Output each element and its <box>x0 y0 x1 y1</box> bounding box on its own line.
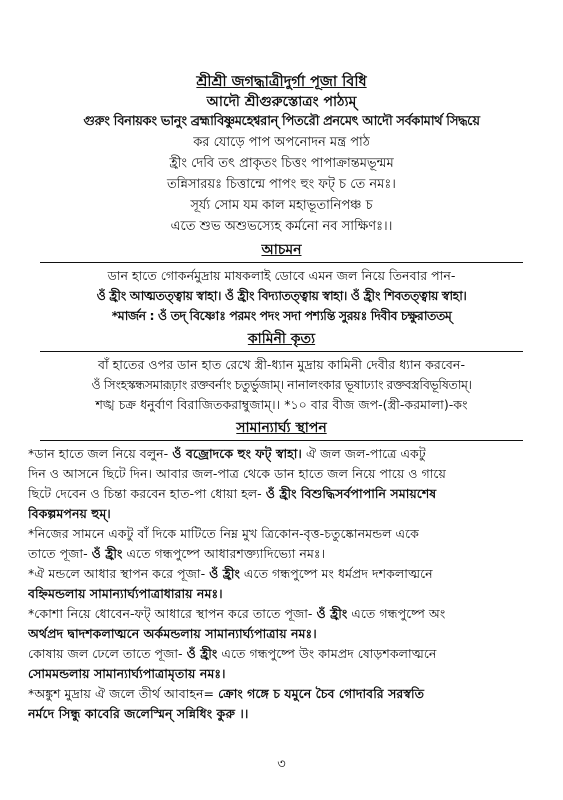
samanyargha-para-2-line-1: *নিজের সামনে একটু বাঁ দিকে মাটিতে নিম্ন মুখ ত্রিকোন-বৃত্ত-চতুষ্কোনমন্ডল একে <box>28 526 419 541</box>
section-divider <box>40 440 523 441</box>
hrim-mantra: ওঁ হ্রীং <box>186 646 218 661</box>
page-number: ৩ <box>277 757 286 772</box>
samanyargha-para-5-line-2: সোমমন্ডলায় সামান্যার্ঘ্যপাত্রামৃতায় নমঃ। <box>28 666 226 681</box>
achaman-mantra: ওঁ হ্রীং আত্মতত্ত্বায় স্বাহা। ওঁ হ্রীং বিদ্যাতত্ত্বায় স্বাহা। ওঁ হ্রীং শিবতত্ত্বায় স্বাহা। <box>96 288 467 303</box>
samanyargha-para-4-line-1 <box>28 604 535 624</box>
text-segment: *অঙ্কুশ মুদ্রায় ঐ জলে তীর্থ আবাহন= <box>28 686 215 701</box>
samanyargha-heading: সামান্যার্ঘ্য স্থাপন <box>236 420 327 436</box>
section-divider <box>40 262 523 263</box>
samanyargha-para-4-line-2: অর্থপ্রদ দ্বাদশকলাত্মনে অর্কমন্ডলায় সামান্যার্ঘ্যপাত্রায় নমঃ। <box>28 626 317 641</box>
text-segment: কোষায় জল ঢেলে তাতে পূজা- <box>28 646 183 661</box>
vishuddhi-mantra: ওঁ হ্রীং বিশুদ্ধিসর্বপাপানি সমায়শেষ <box>265 486 437 501</box>
hrim-mantra: ওঁ হ্রীং <box>91 546 123 561</box>
papa-mantra-line-4: এতে শুভ অশুভস্যেহ কর্মনো নব সাক্ষিণঃ।। <box>170 219 393 234</box>
marjan-mantra: *মার্জন : ওঁ তদ্ বিষ্ণোঃ পরমং পদং সদা পশ্যন্তি সুরয়ঃ দিবীব চক্ষুরাততম্ <box>111 308 452 323</box>
text-segment: ছিটে দেবেন ও চিন্তা করবেন হাত-পা ধোয়া হল- <box>28 486 262 501</box>
text-segment: এতে গন্ধপুষ্পে মং ধর্মপ্রদ দশকলাত্মনে <box>243 566 433 581</box>
kamini-dhyan-line-1: ওঁ সিংহস্কন্ধসমারূঢ়াং রক্তবর্নাং চতুর্ভুজাম্। নানালংকার ভূষাঢ্যাং রক্তবস্ত্রবিভূষিতাম্। <box>91 377 472 392</box>
hrim-mantra: ওঁ হ্রীং <box>316 606 348 621</box>
text-segment: *ডান হাতে জল নিয়ে বলুন- <box>28 446 169 461</box>
guru-stotra-line: গুরুং বিনায়কং ভানুং ব্রহ্মাবিষ্ণুমহেশ্বরান্ পিতরৌ প্রনমেৎ আদৌ সর্বকামার্থ সিদ্ধয়ে <box>83 114 480 129</box>
kamini-dhyan-line-2: শঙ্খ চক্র ধনুর্বাণ বিরাজিতকরাম্বুজাম্।। *১০ বার বীজ জপ-(স্ত্রী-করমালা)-কং <box>95 397 468 412</box>
text-segment: এতে গন্ধপুষ্পে অং <box>351 606 446 621</box>
samanyargha-para-1-line-4: বিকল্পমপনয় হুম্। <box>28 506 111 521</box>
samanyargha-para-1-line-2: দিন ও আসনে ছিটে দিন। আবার জল-পাত্র থেকে ডান হাতে জল নিয়ে পায়ে ও গায়ে <box>28 466 446 481</box>
kamini-instruction: বাঁ হাতের ওপর ডান হাত রেখে স্ত্রী-ধ্যান মুদ্রায় কামিনী দেবীর ধ্যান করবেন- <box>98 357 465 372</box>
text-segment: এতে গন্ধপুষ্পে উং কামপ্রদ ষোড়শকলাত্মনে <box>221 646 437 661</box>
samanyargha-para-1-line-1 <box>28 444 535 464</box>
text-segment: *কোশা নিয়ে ধোবেন-ফট্ আধারে স্থাপন করে তাতে পূজা- <box>28 606 313 621</box>
samanyargha-para-3-line-1 <box>28 564 535 584</box>
text-segment: এতে গন্ধপুষ্পে আধারশক্ত্যাদিভ্যো নমঃ। <box>126 546 326 561</box>
text-segment: ঐ জল জল-পাত্রে একটু <box>305 446 426 461</box>
hrim-mantra: ওঁ হ্রীং <box>209 566 240 581</box>
samanyargha-para-5-line-1 <box>28 644 535 664</box>
tirtha-avahan-mantra: ক্রোং গঙ্গে চ যমুনে চৈব গোদাবরি সরস্বতি <box>218 686 425 701</box>
vajrodak-mantra: ওঁ বজ্রোদকে হুং ফট্ স্বাহা। <box>172 446 302 461</box>
achaman-instruction: ডান হাতে গোকর্নমুদ্রায় মাষকলাই ডোবে এমন জল নিয়ে তিনবার পান- <box>107 268 456 283</box>
samanyargha-para-6-line-2: নর্মদে সিন্ধু কাবেরি জলেস্মিন্ সন্নিধিং কুরু ।। <box>28 706 249 721</box>
papa-mantra-line-3: সূর্য্য সোম যম কাল মহাভূতানিপঞ্চ চ <box>190 198 373 213</box>
text-segment: তাতে পূজা- <box>28 546 88 561</box>
text-segment: *ঐ মন্ডলে আধার স্থাপন করে পূজা- <box>28 566 206 581</box>
samanyargha-para-1-line-3 <box>28 484 535 504</box>
papa-mantra-line-2: তন্নিসারয়ঃ চিত্তান্মে পাপং হুং ফট্ চ তে নমঃ। <box>167 177 396 192</box>
papa-mantra-heading: কর যোড়ে পাপ অপনোদন মন্ত্র পাঠ <box>193 135 370 150</box>
page-title: শ্রীশ্রী জগদ্ধাত্রীদুর্গা পূজা বিধি <box>196 74 367 90</box>
guru-stotra-subtitle: আদৌ শ্রীগুরুস্তোত্রং পাঠ্যম্ <box>206 94 357 110</box>
papa-mantra-line-1: হ্রীং দেবি তৎ প্রাকৃতং চিত্তং পাপাক্রান্তমভূন্মম <box>169 156 394 171</box>
samanyargha-para-3-line-2: বহ্নিমন্ডলায় সামান্যার্ঘ্যপাত্রাধারায় নমঃ। <box>28 586 223 601</box>
samanyargha-para-6-line-1 <box>28 684 535 704</box>
section-divider <box>40 351 523 352</box>
kamini-heading: কামিনী কৃত্য <box>247 331 316 347</box>
achaman-heading: আচমন <box>261 242 302 258</box>
samanyargha-para-2-line-2 <box>28 544 535 564</box>
